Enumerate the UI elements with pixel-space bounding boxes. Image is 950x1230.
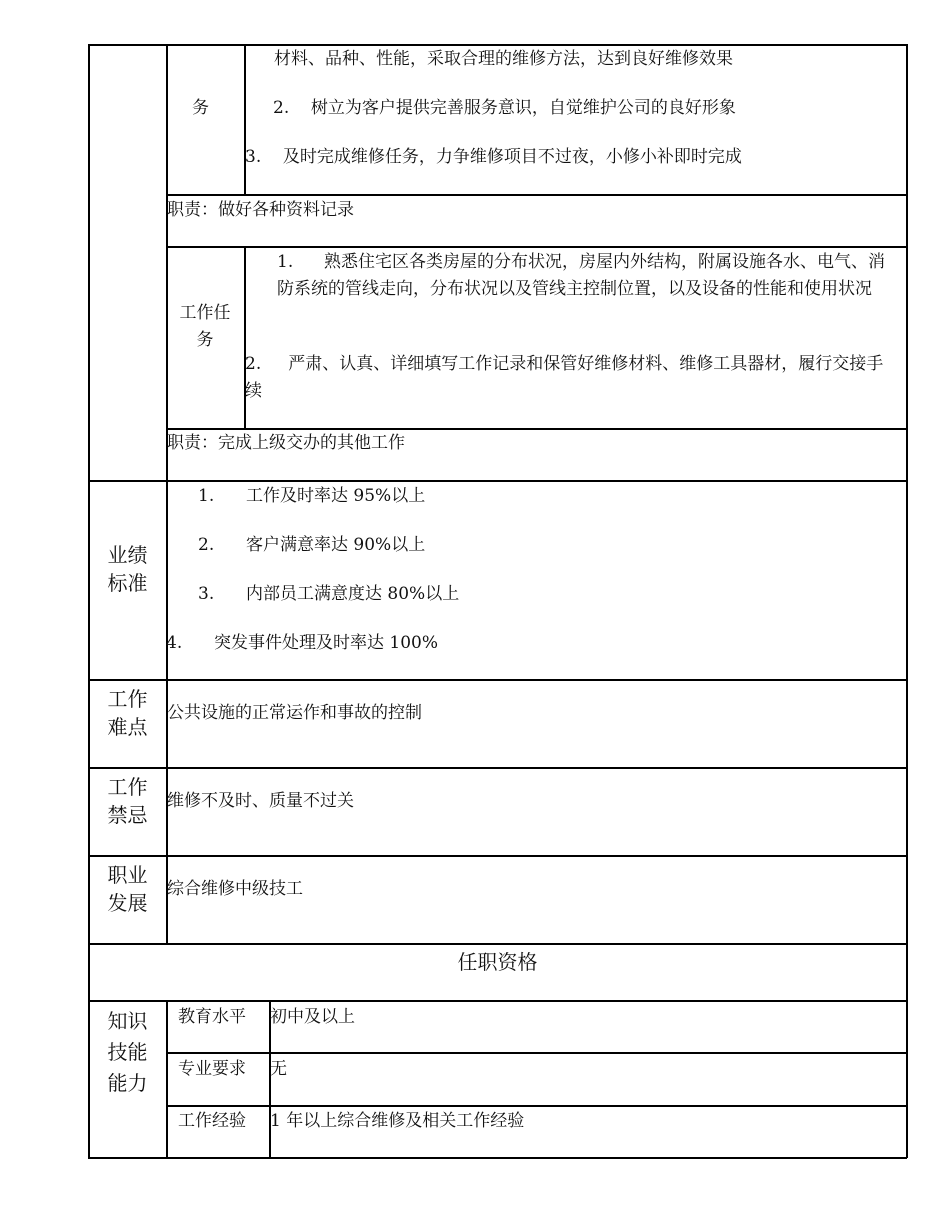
row-divider: [88, 855, 907, 857]
qualification-value: 初中及以上: [270, 1007, 355, 1027]
duty-title: 职责：做好各种资料记录: [167, 200, 354, 220]
career-text: 综合维修中级技工: [167, 879, 303, 899]
performance-item-number: 4.: [166, 633, 183, 653]
task-item: 2. 严肃、认真、详细填写工作记录和保管好维修材料、维修工具器材，履行交接手续: [245, 354, 884, 401]
label-line: 职业: [107, 863, 148, 887]
table-border-bottom: [88, 1157, 907, 1159]
qualification-label: [89, 1006, 166, 1099]
row-divider: [88, 943, 907, 945]
performance-item: 突发事件处理及时率达 100%: [214, 633, 439, 653]
task-item: 材料、品种、性能，采取合理的维修方法，达到良好维修效果: [274, 49, 733, 69]
taboo-label: [89, 773, 166, 829]
task-item-number: 1.: [277, 252, 294, 272]
label-column-divider: [166, 1000, 168, 1158]
task-label-line: 务: [196, 330, 214, 350]
label-line: 技能: [107, 1040, 148, 1064]
label-line: 能力: [107, 1071, 148, 1095]
duty-title: 职责：完成上级交办的其他工作: [167, 433, 405, 453]
performance-item: 工作及时率达 95%以上: [246, 486, 426, 506]
difficulty-label: [89, 685, 166, 741]
qualification-key: 工作经验: [178, 1111, 246, 1131]
qualification-value: 无: [270, 1059, 287, 1079]
qualification-key: 教育水平: [178, 1007, 246, 1027]
task-item: 熟悉住宅区各类房屋的分布状况，房屋内外结构，附属设施各水、电气、消防系统的管线走向，分布状况以及管线主控制位置，以及设备的性能和使用状况: [277, 252, 885, 299]
task-item: 2. 树立为客户提供完善服务意识，自觉维护公司的良好形象: [273, 98, 736, 118]
table-border-left: [88, 44, 90, 1158]
label-line: 发展: [107, 891, 148, 915]
row-divider: [88, 1000, 907, 1002]
qualification-value: 1 年以上综合维修及相关工作经验: [270, 1111, 525, 1131]
difficulty-text: 公共设施的正常运作和事故的控制: [167, 703, 422, 723]
row-divider: [166, 1052, 907, 1054]
task-column-divider: [244, 44, 246, 195]
task-label-line: 工作任: [179, 303, 231, 323]
qualification-key: 专业要求: [178, 1059, 246, 1079]
row-divider: [88, 679, 907, 681]
label-line: 标准: [107, 571, 148, 595]
row-divider: [166, 1105, 907, 1107]
label-line: 工作: [107, 775, 148, 799]
performance-label: [89, 541, 166, 597]
performance-item: 内部员工满意度达 80%以上: [246, 584, 460, 604]
label-line: 禁忌: [107, 803, 148, 827]
row-divider: [166, 194, 907, 196]
row-divider: [166, 246, 907, 248]
task-label: [168, 300, 242, 354]
performance-item-number: 2.: [198, 535, 215, 555]
label-line: 工作: [107, 687, 148, 711]
label-line: 业绩: [107, 543, 148, 567]
label-line: 难点: [107, 715, 148, 739]
performance-item-number: 1.: [198, 486, 215, 506]
qualification-header: 任职资格: [457, 950, 538, 974]
performance-item-number: 3.: [198, 584, 215, 604]
career-label: [89, 861, 166, 917]
row-divider: [88, 767, 907, 769]
performance-item: 客户满意率达 90%以上: [246, 535, 426, 555]
row-divider: [88, 480, 907, 482]
label-line: 知识: [107, 1009, 148, 1033]
task-item: 3. 及时完成维修任务，力争维修项目不过夜，小修小补即时完成: [245, 147, 742, 167]
taboo-text: 维修不及时、质量不过关: [167, 791, 354, 811]
task-label: 务: [192, 98, 209, 118]
table-border-right: [906, 44, 908, 1158]
